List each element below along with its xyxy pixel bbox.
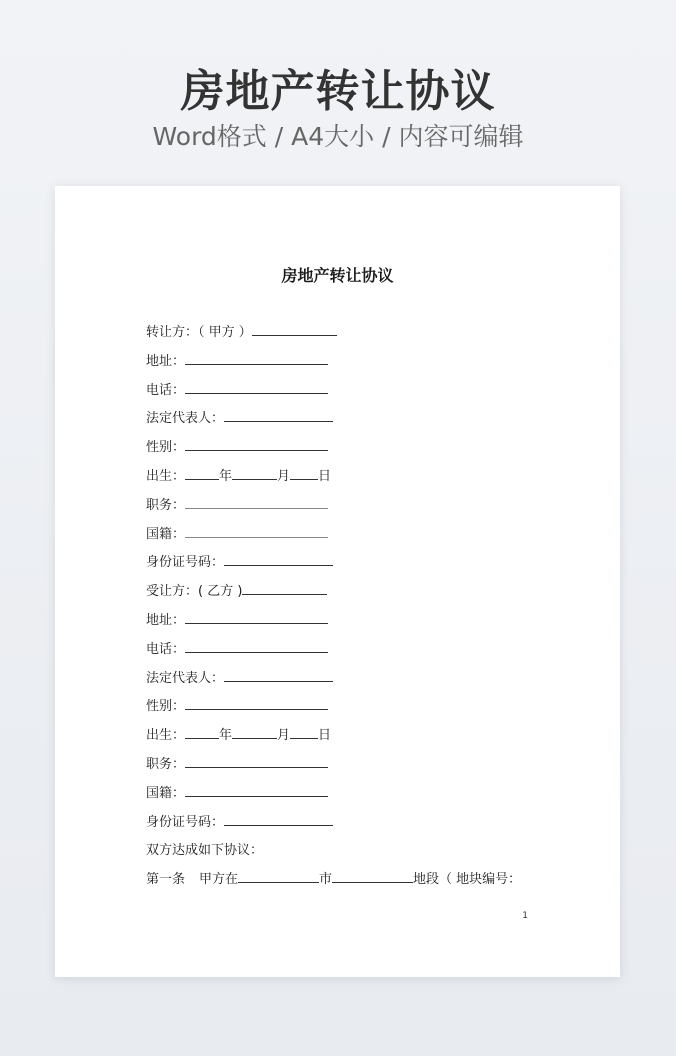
- transferee-birth-year-blank: [185, 724, 219, 739]
- transferor-birth-month-label: 月: [277, 468, 291, 484]
- transferor-phone-line: [146, 379, 546, 408]
- transferor-phone-label: 电话：: [146, 382, 186, 398]
- transferee-position-blank: [185, 753, 328, 768]
- transferee-gender-line: [146, 695, 546, 724]
- transferee-heading-line: [146, 580, 546, 609]
- transferor-nationality-label: 国籍：: [146, 526, 186, 542]
- transferor-heading: 转让方：（ 甲方 ）: [146, 325, 252, 340]
- transferor-birth-line: [146, 465, 546, 494]
- transferor-gender-line: [146, 436, 546, 465]
- article-1-text-b: 市: [319, 872, 333, 888]
- transferee-phone-line: [146, 638, 546, 667]
- transferor-position-line: [146, 494, 546, 523]
- transferor-legal-rep-blank: [224, 407, 333, 422]
- transferor-gender-label: 性别：: [146, 440, 186, 456]
- transferee-birth-month-blank: [232, 724, 277, 739]
- transferee-id-line: [146, 811, 546, 840]
- document-body: [146, 321, 546, 897]
- transferee-legal-rep-blank: [224, 667, 333, 682]
- article-1-text-a: 甲方在: [199, 872, 239, 888]
- transferor-address-line: [146, 350, 546, 379]
- document-page: [55, 186, 620, 977]
- transferee-birth-day-label: 日: [318, 728, 332, 744]
- transferor-address-label: 地址：: [146, 353, 186, 369]
- transferor-nationality-line: [146, 523, 546, 552]
- transferor-birth-year-blank: [185, 465, 219, 480]
- transferee-phone-label: 电话：: [146, 641, 186, 657]
- transferee-birth-label: 出生：: [146, 728, 186, 744]
- transferee-position-label: 职务：: [146, 756, 186, 772]
- transferor-birth-label: 出生：: [146, 468, 186, 484]
- transferor-gender-blank: [185, 436, 328, 451]
- transferor-legal-rep-line: [146, 407, 546, 436]
- document-title: 房地产转让协议: [281, 266, 394, 285]
- banner-title: 房地产转让协议: [180, 66, 496, 117]
- transferee-nationality-blank: [185, 782, 328, 797]
- transferor-birth-month-blank: [232, 465, 277, 480]
- transferee-legal-rep-label: 法定代表人：: [146, 670, 225, 686]
- transferee-heading: 受让方：( 乙方 ): [146, 584, 243, 600]
- transferee-nationality-line: [146, 782, 546, 811]
- transferor-id-label: 身份证号码：: [146, 555, 225, 571]
- transferor-id-line: [146, 551, 546, 580]
- transferee-phone-blank: [185, 638, 328, 653]
- transferee-id-label: 身份证号码：: [146, 814, 225, 830]
- transferee-name-blank: [242, 580, 327, 595]
- article-1-text-c: 地段（ 地块编号：: [413, 872, 522, 888]
- article-1-label: 第一条: [146, 872, 186, 888]
- transferee-address-line: [146, 609, 546, 638]
- transferor-id-blank: [224, 551, 333, 566]
- transferor-birth-year-label: 年: [219, 468, 233, 484]
- transferee-birth-month-label: 月: [277, 728, 291, 744]
- article-1-section-blank: [332, 868, 413, 883]
- transferee-position-line: [146, 753, 546, 782]
- transferee-address-blank: [185, 609, 328, 624]
- transferee-id-blank: [224, 811, 333, 826]
- transferor-birth-day-blank: [290, 465, 318, 480]
- transferor-heading-line: [146, 321, 546, 350]
- banner-subtitle: Word格式 / A4大小 / 内容可编辑: [152, 122, 524, 151]
- article-1-line: [146, 868, 546, 897]
- transferee-gender-blank: [185, 695, 328, 710]
- agreement-intro: 双方达成如下协议：: [146, 843, 264, 859]
- transferee-nationality-label: 国籍：: [146, 785, 186, 801]
- transferee-legal-rep-line: [146, 667, 546, 696]
- transferor-nationality-blank: [185, 523, 328, 538]
- transferee-birth-line: [146, 724, 546, 753]
- page-number: 1: [522, 911, 528, 921]
- transferor-legal-rep-label: 法定代表人：: [146, 411, 225, 427]
- transferee-address-label: 地址：: [146, 612, 186, 628]
- agreement-intro-line: [146, 839, 546, 868]
- transferor-position-label: 职务：: [146, 497, 186, 513]
- transferee-birth-year-label: 年: [219, 728, 233, 744]
- transferor-position-blank: [185, 494, 328, 509]
- transferor-birth-day-label: 日: [318, 468, 332, 484]
- transferor-name-blank: [252, 321, 337, 336]
- transferee-birth-day-blank: [290, 724, 318, 739]
- transferor-phone-blank: [185, 379, 328, 394]
- article-1-city-blank: [238, 868, 319, 883]
- transferee-gender-label: 性别：: [146, 699, 186, 715]
- transferor-address-blank: [185, 350, 328, 365]
